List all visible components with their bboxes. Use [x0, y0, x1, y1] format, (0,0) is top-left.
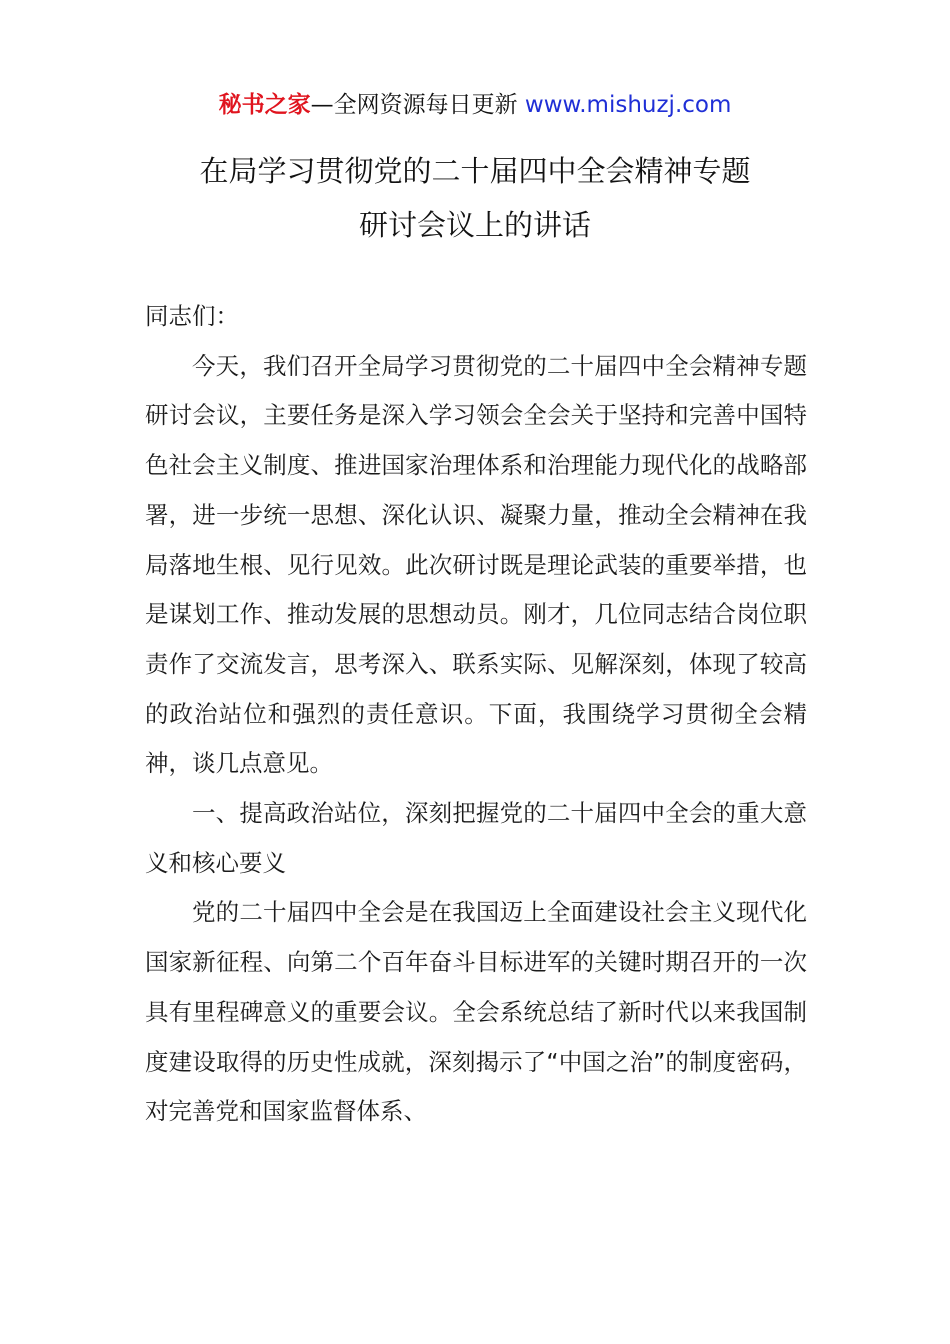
site-url-link[interactable]: www.mishuzj.com — [524, 92, 732, 118]
site-header — [0, 88, 950, 122]
site-brand: 秘书之家 — [218, 92, 311, 118]
paragraph-intro: 今天，我们召开全局学习贯彻党的二十届四中全会精神专题研讨会议，主要任务是深入学习领会全会关于坚持和完善中国特色社会主义制度、推进国家治理体系和治理能力现代化的战略部署，进一步统一思想、深化认识、凝聚力量，推动全会精神在我局落地生根、见行见效。此次研讨既是理论武装的重要举措，也是谋划工作、推动发展的思想动员。刚才，几位同志结合岗位职责作了交流发言，思考深入、联系实际、见解深刻，体现了较高的政治站位和强烈的责任意识。下面，我围绕学习贯彻全会精神，谈几点意见。 — [145, 351, 807, 778]
document-body — [145, 292, 807, 1137]
title-line-2: 研讨会议上的讲话 — [358, 208, 591, 242]
paragraph-section-1: 党的二十届四中全会是在我国迈上全面建设社会主义现代化国家新征程、向第二个百年奋斗目标进军的关键时期召开的一次具有里程碑意义的重要会议。全会系统总结了新时代以来我国制度建设取得的历史性成就，深刻揭示了“中国之治”的制度密码，对完善党和国家监督体系、 — [145, 898, 807, 1126]
section-heading-1: 一、提高政治站位，深刻把握党的二十届四中全会的重大意义和核心要义 — [145, 799, 807, 877]
document-title — [0, 144, 950, 252]
title-line-1: 在局学习贯彻党的二十届四中全会精神专题 — [199, 154, 751, 188]
salutation: 同志们： — [145, 302, 239, 330]
site-tagline: —全网资源每日更新 — [310, 92, 525, 118]
